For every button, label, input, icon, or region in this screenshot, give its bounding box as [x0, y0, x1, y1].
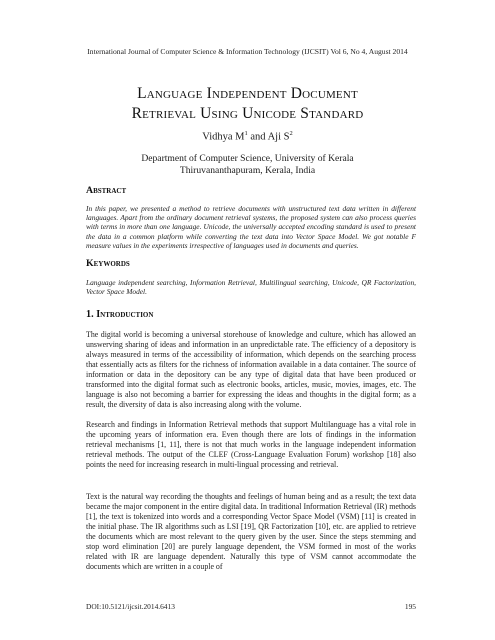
affiliation	[0, 153, 495, 177]
footer-doi: DOI:10.5121/ijcsit.2014.6413	[86, 602, 175, 611]
paper-title-line-2: Retrieval Using Unicode Standard	[131, 105, 364, 122]
abstract-text: In this paper, we presented a method to retrieve documents with unstructured text data written in different languages. Apart from the ordinary document retrieval systems, the proposed system can also process queries with terms in more than one language. Unicode, the universally accepted encoding standard is used to present the data in a common platform while converting the text data into Vector Space Model. We got notable F measure values in the experiments irrespective of languages used in documents and queries.	[86, 204, 416, 250]
keywords-text: Language independent searching, Information Retrieval, Multilingual searching, Unicode, QR Factorization, Vector Space Model.	[86, 278, 416, 297]
author-1-name: Vidhya M	[202, 131, 245, 143]
keywords-heading: Keywords	[86, 258, 130, 269]
paper-title	[40, 84, 455, 124]
author-2-affiliation-mark: 2	[289, 130, 293, 137]
footer-page-number: 195	[404, 602, 416, 611]
affiliation-line-1: Department of Computer Science, University of Kerala	[141, 153, 354, 164]
paper-title-line-1: Language Independent Document	[137, 85, 358, 102]
author-2-name: Aji S	[267, 131, 290, 143]
abstract-heading: Abstract	[86, 185, 127, 196]
authors-conjunction: and	[250, 131, 266, 143]
journal-header: International Journal of Computer Science & Information Technology (IJCSIT) Vol 6, No 4, August 2014	[87, 47, 408, 56]
introduction-heading: 1. Introduction	[86, 309, 154, 320]
author-1-affiliation-mark: 1	[244, 130, 248, 137]
authors	[0, 130, 495, 143]
introduction-paragraph-3: Text is the natural way recording the thoughts and feelings of human being and as a result; the text data became the major component in the entire digital data. In traditional Information Retrieval (IR) methods [1], the text is tokenized into words and a corresponding Vector Space Model (VSM) [11] is created in the initial phase. The IR algorithms such as LSI [19], QR Factorization [10], etc. are applied to retrieve the documents which are most relevant to the query given by the user. Since the steps stemming and stop word elimination [20] are purely language dependent, the VSM formed in most of the works related with IR are language dependent. Naturally this type of VSM cannot accommodate the documents which are written in a couple of	[86, 492, 416, 571]
affiliation-line-2: Thiruvananthapuram, Kerala, India	[179, 165, 316, 176]
introduction-paragraph-2: Research and findings in Information Retrieval methods that support Multilanguage has a vital role in the upcoming years of information era. Even though there are lots of findings in the information retrieval mechanisms [1, 11], there is not that much works in the language independent information retrieval methods. The output of the CLEF (Cross-Language Evaluation Forum) workshop [18] also points the need for increasing research in multi-lingual processing and retrieval.	[86, 420, 416, 469]
introduction-paragraph-1: The digital world is becoming a universal storehouse of knowledge and culture, which has allowed an unswerving sharing of ideas and information in an unpredictable rate. The efficiency of a depository is always measured in terms of the accessibility of information, which depends on the searching process that essentially acts as filters for the richness of information available in a data container. The source of information or data in the depository can be any type of digital data that have been produced or transformed into the digital format such as electronic books, articles, music, movies, images, etc. The language is also not becoming a barrier for expressing the ideas and thoughts in the digital form; as a result, the diversity of data is also increasing along with the volume.	[86, 330, 416, 409]
